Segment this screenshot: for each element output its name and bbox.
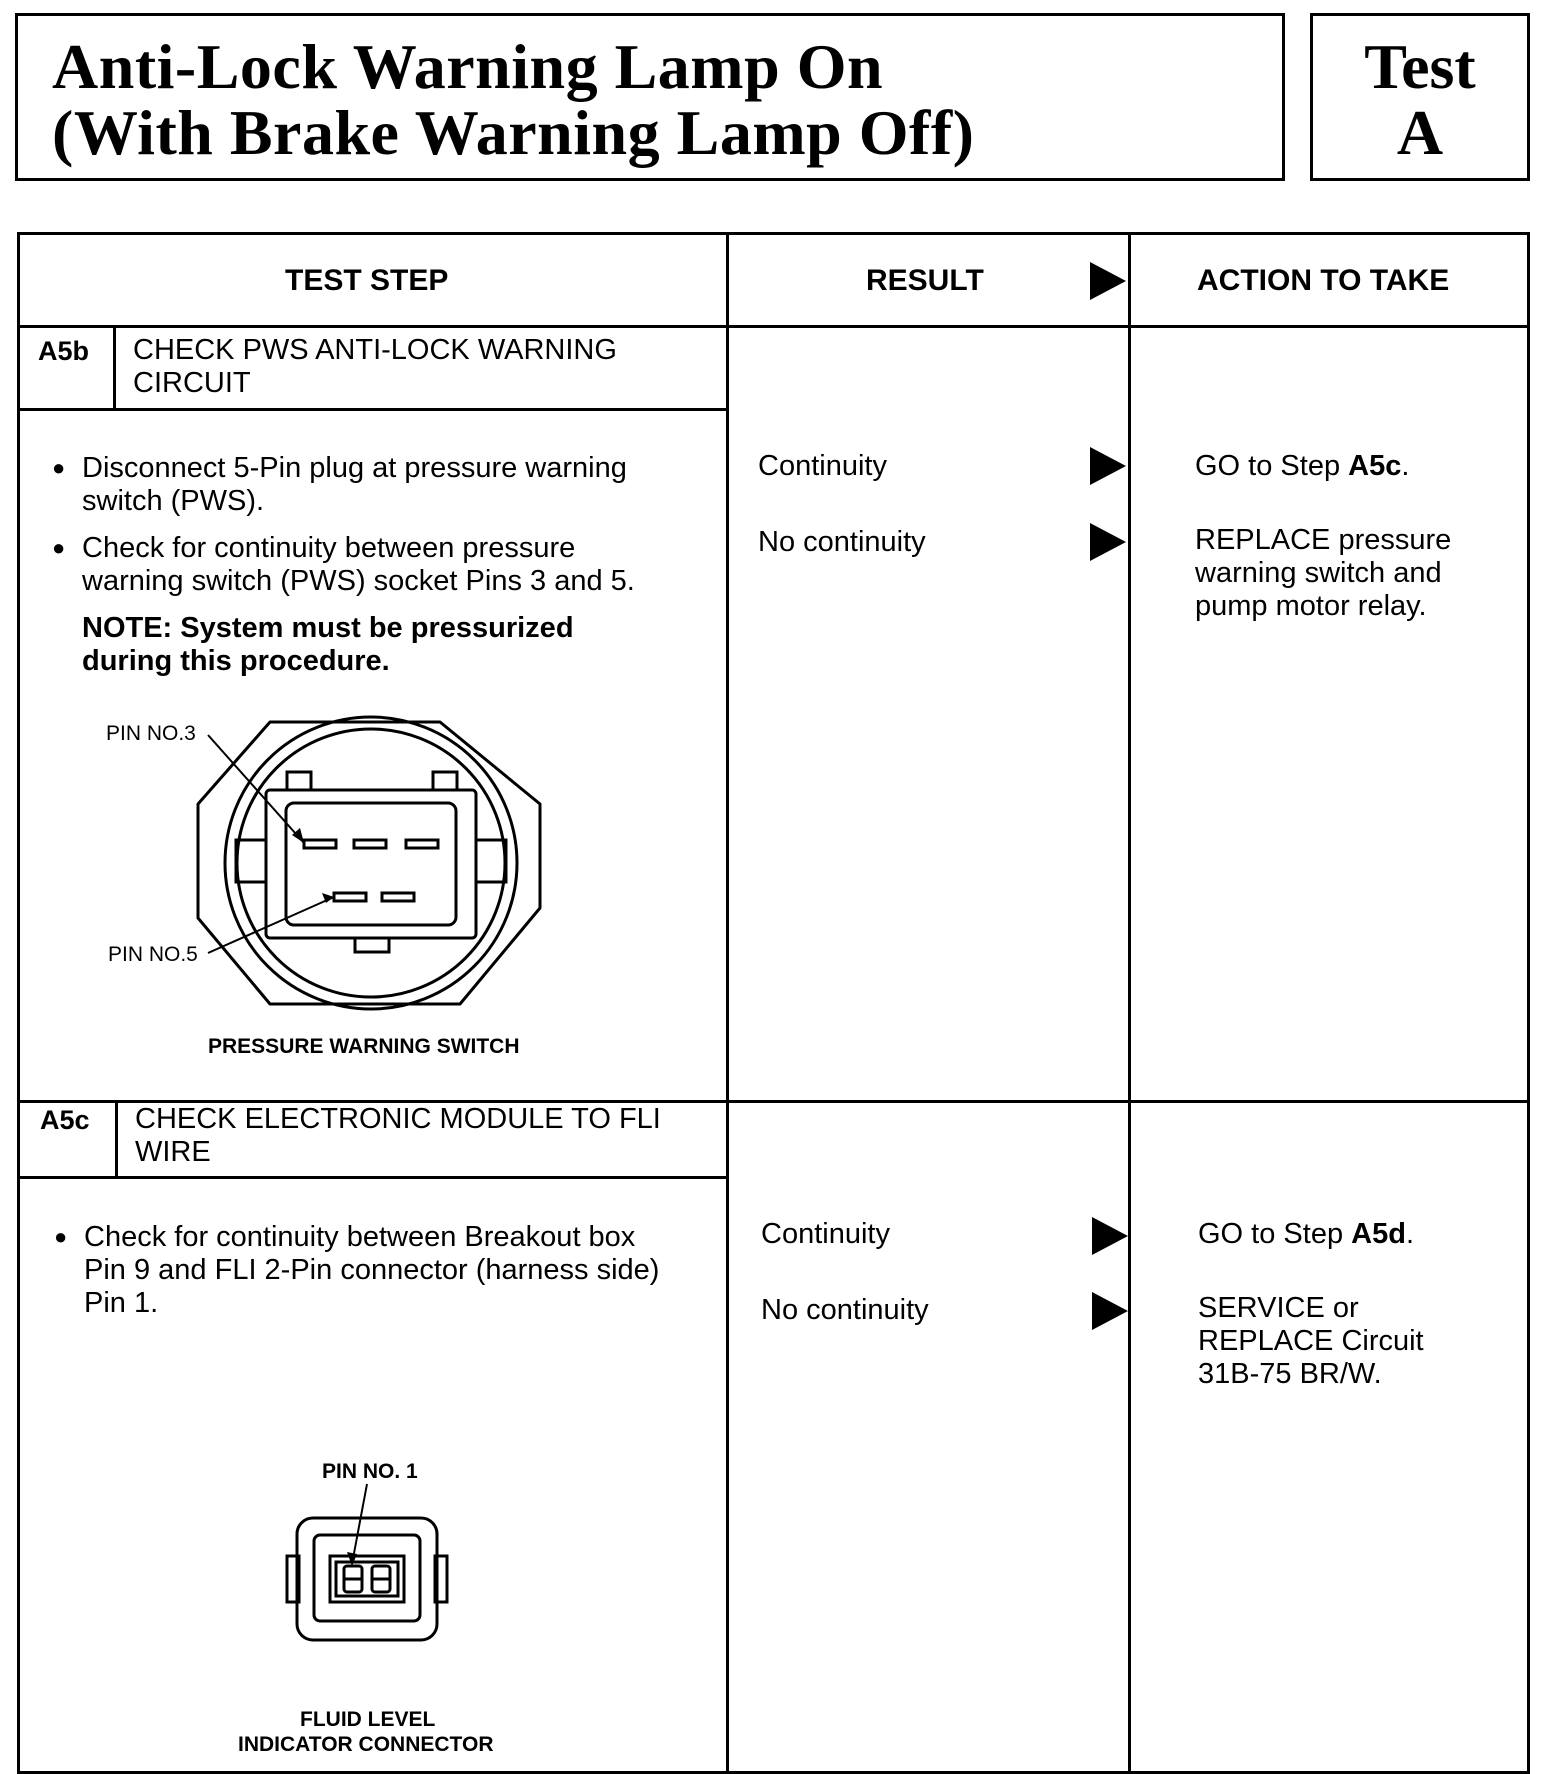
result-continuity-a5c: Continuity xyxy=(761,1218,890,1250)
step-a5c-instructions xyxy=(54,1220,724,1320)
test-box xyxy=(1310,13,1530,181)
step-title-a5b-line1: CHECK PWS ANTI-LOCK WARNING xyxy=(133,334,617,366)
test-label: Test xyxy=(1364,31,1476,102)
action-go-to-a5d: GO to Step A5d. xyxy=(1198,1218,1414,1250)
step-a5c-title-bottom xyxy=(17,1176,728,1179)
arrow-icon xyxy=(1090,262,1126,300)
pin-label-5: PIN NO.5 xyxy=(108,943,198,966)
step-title-a5c-line2: WIRE xyxy=(135,1136,211,1168)
leader-line xyxy=(352,1484,367,1564)
figure-caption-fli-line2: INDICATOR CONNECTOR xyxy=(238,1733,494,1756)
step-id-a5b: A5b xyxy=(38,336,90,366)
result-continuity-a5b: Continuity xyxy=(758,450,887,482)
pin-label-3: PIN NO.3 xyxy=(106,722,196,745)
figure-caption-pws: PRESSURE WARNING SWITCH xyxy=(208,1035,520,1058)
step-a5b-title-bottom xyxy=(17,408,728,411)
figure-caption-fli-line1: FLUID LEVEL xyxy=(300,1708,436,1731)
step-id-a5c: A5c xyxy=(40,1105,90,1135)
result-no-continuity-a5c: No continuity xyxy=(761,1294,929,1326)
step-a5b-instructions xyxy=(52,451,712,678)
test-letter: A xyxy=(1396,97,1444,168)
list-item: ● Disconnect 5-Pin plug at pressure warning switch (PWS). xyxy=(52,451,712,518)
column-header-action: ACTION TO TAKE xyxy=(1197,264,1450,297)
column-divider-1 xyxy=(726,232,729,1774)
arrow-icon xyxy=(1090,523,1126,561)
action-replace-pws: REPLACE pressure warning switch and pump motor relay. xyxy=(1195,524,1452,622)
action-service-circuit: SERVICE or REPLACE Circuit 31B-75 BR/W. xyxy=(1198,1292,1424,1390)
step-title-a5b-line2: CIRCUIT xyxy=(133,367,251,399)
list-item: ● Check for continuity between pressure warning switch (PWS) socket Pins 3 and 5. xyxy=(52,531,712,598)
column-divider-2 xyxy=(1128,232,1131,1774)
page-title-line1: Anti-Lock Warning Lamp On xyxy=(52,31,884,102)
step-a5b-id-divider xyxy=(113,325,116,411)
page-title-line2: (With Brake Warning Lamp Off) xyxy=(52,97,975,168)
action-go-to-a5c: GO to Step A5c. xyxy=(1195,450,1410,482)
step-title-a5c-line1: CHECK ELECTRONIC MODULE TO FLI xyxy=(135,1103,661,1135)
column-header-result: RESULT xyxy=(866,264,984,297)
arrow-icon xyxy=(1092,1292,1128,1330)
step-a5c-id-divider xyxy=(115,1100,118,1178)
header-divider xyxy=(17,325,1530,328)
fluid-level-connector-diagram xyxy=(280,1480,470,1650)
title-box xyxy=(15,13,1285,181)
arrow-icon xyxy=(1090,447,1126,485)
pin-label-1: PIN NO. 1 xyxy=(322,1460,418,1483)
arrow-icon xyxy=(1092,1217,1128,1255)
result-no-continuity-a5b: No continuity xyxy=(758,526,926,558)
column-header-test-step: TEST STEP xyxy=(285,264,449,297)
list-item: ● Check for continuity between Breakout box Pin 9 and FLI 2-Pin connector (harness side) Pin 1. xyxy=(54,1220,724,1320)
pressure-warning-switch-diagram xyxy=(90,700,650,1070)
note-text: NOTE: System must be pressurized during this procedure. xyxy=(82,612,574,677)
